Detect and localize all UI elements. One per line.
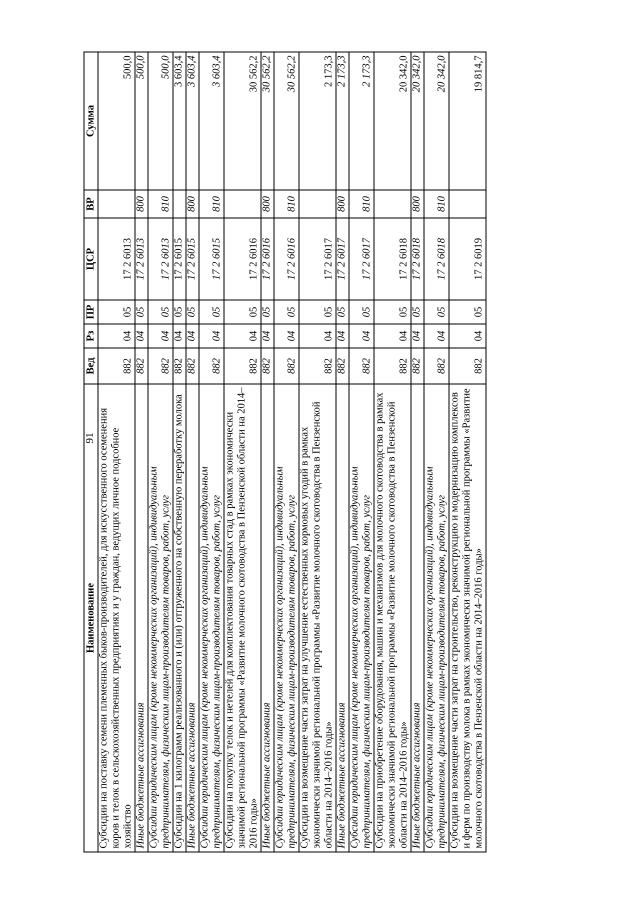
cell-ved: 882 (336, 348, 349, 384)
cell-pr: 05 (411, 300, 424, 324)
cell-sum: 3 603,4 (199, 52, 224, 190)
cell-rz: 04 (224, 324, 261, 348)
cell-ved: 882 (186, 348, 199, 384)
cell-ved: 882 (98, 348, 135, 384)
cell-pr: 05 (148, 300, 173, 324)
table-row (148, 52, 173, 852)
cell-sum: 500,0 (98, 52, 135, 190)
table-row (135, 52, 148, 852)
cell-name: Субсидии юридическим лицам (кроме некоммерческих организаций), индивидуальным предпринимателям, физическим лицам-производителям товаров, работ, услуг (199, 384, 224, 852)
cell-csr: 17 2 6016 (224, 218, 261, 300)
rotated-page-content (84, 52, 557, 852)
cell-csr: 17 2 6018 (411, 218, 424, 300)
cell-sum: 30 562,2 (274, 52, 299, 190)
cell-ved: 882 (411, 348, 424, 384)
cell-csr: 17 2 6018 (424, 218, 449, 300)
cell-pr: 05 (173, 300, 186, 324)
cell-name: Иные бюджетные ассигнования (186, 384, 199, 852)
cell-rz: 04 (299, 324, 336, 348)
table-row (424, 52, 449, 852)
cell-csr: 17 2 6017 (349, 218, 374, 300)
cell-csr: 17 2 6017 (299, 218, 336, 300)
cell-pr: 05 (336, 300, 349, 324)
cell-vr: 800 (135, 190, 148, 218)
cell-vr: 810 (274, 190, 299, 218)
table-row (299, 52, 336, 852)
cell-rz: 04 (424, 324, 449, 348)
cell-sum: 500,0 (148, 52, 173, 190)
cell-sum: 3 603,4 (186, 52, 199, 190)
cell-vr: 810 (424, 190, 449, 218)
cell-rz: 04 (374, 324, 411, 348)
cell-csr: 17 2 6016 (261, 218, 274, 300)
table-row (173, 52, 186, 852)
cell-pr: 05 (424, 300, 449, 324)
cell-vr: 800 (411, 190, 424, 218)
cell-rz: 04 (148, 324, 173, 348)
cell-ved: 882 (274, 348, 299, 384)
cell-rz: 04 (449, 324, 486, 348)
cell-sum: 2 173,3 (349, 52, 374, 190)
table-row (199, 52, 224, 852)
cell-pr: 05 (186, 300, 199, 324)
cell-csr: 17 2 6017 (336, 218, 349, 300)
cell-vr: 800 (261, 190, 274, 218)
cell-vr: 800 (186, 190, 199, 218)
cell-ved: 882 (173, 348, 186, 384)
cell-name: Иные бюджетные ассигнования (336, 384, 349, 852)
cell-ved: 882 (148, 348, 173, 384)
table-row (449, 52, 486, 852)
cell-ved: 882 (374, 348, 411, 384)
cell-vr (374, 190, 411, 218)
cell-ved: 882 (349, 348, 374, 384)
cell-vr: 810 (199, 190, 224, 218)
cell-ved: 882 (449, 348, 486, 384)
cell-ved: 882 (424, 348, 449, 384)
cell-sum: 30 562,2 (224, 52, 261, 190)
table-row (274, 52, 299, 852)
cell-sum: 2 173,3 (336, 52, 349, 190)
cell-ved: 882 (135, 348, 148, 384)
cell-rz: 04 (173, 324, 186, 348)
table-row (98, 52, 135, 852)
cell-pr: 05 (224, 300, 261, 324)
header-pr: ПР (84, 300, 98, 324)
table-row (261, 52, 274, 852)
cell-pr: 05 (274, 300, 299, 324)
cell-name: Субсидии на поставку семени племенных быков-производителей, для искусственного осеменения коров и телок в сельскохозяйственных предприятиях и у граждан, ведущих личное подсобное хозяйство (98, 384, 135, 852)
cell-vr: 810 (148, 190, 173, 218)
cell-pr: 05 (374, 300, 411, 324)
cell-name: Субсидии юридическим лицам (кроме некоммерческих организаций), индивидуальным предпринимателям, физическим лицам-производителям товаров, работ, услуг (148, 384, 173, 852)
cell-rz: 04 (274, 324, 299, 348)
cell-csr: 17 2 6019 (449, 218, 486, 300)
cell-name: Иные бюджетные ассигнования (261, 384, 274, 852)
header-sum: Сумма (84, 52, 98, 190)
table-row (224, 52, 261, 852)
cell-sum: 30 562,2 (261, 52, 274, 190)
cell-rz: 04 (349, 324, 374, 348)
table-row (349, 52, 374, 852)
header-ved: Вед (84, 348, 98, 384)
cell-csr: 17 2 6015 (186, 218, 199, 300)
cell-pr: 05 (299, 300, 336, 324)
cell-vr (449, 190, 486, 218)
table-header-row (84, 52, 98, 852)
cell-csr: 17 2 6015 (199, 218, 224, 300)
cell-name: Субсидии юридическим лицам (кроме некоммерческих организаций), индивидуальным предпринимателям, физическим лицам-производителям товаров, работ, услуг (424, 384, 449, 852)
header-vr: ВР (84, 190, 98, 218)
table-row (374, 52, 411, 852)
cell-vr: 800 (336, 190, 349, 218)
cell-csr: 17 2 6016 (274, 218, 299, 300)
cell-sum: 20 342,0 (411, 52, 424, 190)
cell-csr: 17 2 6013 (148, 218, 173, 300)
cell-pr: 05 (261, 300, 274, 324)
cell-csr: 17 2 6015 (173, 218, 186, 300)
cell-name: Субсидии на 1 килограмм реализованного и (или) отгруженного на собственную переработку молока (173, 384, 186, 852)
cell-sum: 2 173,3 (299, 52, 336, 190)
cell-pr: 05 (98, 300, 135, 324)
header-csr: ЦСР (84, 218, 98, 300)
header-rz: Рз (84, 324, 98, 348)
cell-sum: 19 814,7 (449, 52, 486, 190)
cell-csr: 17 2 6013 (98, 218, 135, 300)
cell-rz: 04 (98, 324, 135, 348)
cell-vr (224, 190, 261, 218)
page-number: 91 (84, 432, 96, 444)
cell-sum: 20 342,0 (374, 52, 411, 190)
cell-name: Иные бюджетные ассигнования (411, 384, 424, 852)
cell-pr: 05 (349, 300, 374, 324)
cell-ved: 882 (199, 348, 224, 384)
cell-rz: 04 (135, 324, 148, 348)
cell-ved: 882 (224, 348, 261, 384)
cell-vr (299, 190, 336, 218)
budget-table (84, 51, 487, 852)
cell-sum: 500,0 (135, 52, 148, 190)
cell-vr (98, 190, 135, 218)
table-row (336, 52, 349, 852)
cell-name: Субсидии на возмещение части затрат на улучшение естественных кормовых угодий в рамках экономически значимой региональной программы «Развитие молочного скотоводства в Пензенской области на 2014–2016 годы» (299, 384, 336, 852)
cell-name: Субсидии юридическим лицам (кроме некоммерческих организаций), индивидуальным предпринимателям, физическим лицам-производителям товаров, работ, услуг (349, 384, 374, 852)
cell-name: Субсидии на приобретение оборудования, машин и механизмов для молочного скотоводства в рамках экономически значимой региональной программы «Развитие молочного скотоводства в Пензенской области на 2014–2016 годы» (374, 384, 411, 852)
cell-vr: 810 (349, 190, 374, 218)
cell-csr: 17 2 6018 (374, 218, 411, 300)
cell-rz: 04 (336, 324, 349, 348)
cell-pr: 05 (449, 300, 486, 324)
cell-pr: 05 (199, 300, 224, 324)
cell-pr: 05 (135, 300, 148, 324)
cell-name: Субсидии на покупку телок и нетелей для комплектования товарных стад в рамках экономически значимой региональной программы «Развитие молочного скотоводства в Пензенской области на 2014–2016 годы» (224, 384, 261, 852)
table-row (186, 52, 199, 852)
header-name: Наименование (84, 384, 98, 852)
cell-rz: 04 (186, 324, 199, 348)
cell-vr (173, 190, 186, 218)
cell-sum: 20 342,0 (424, 52, 449, 190)
cell-rz: 04 (411, 324, 424, 348)
cell-ved: 882 (299, 348, 336, 384)
cell-rz: 04 (261, 324, 274, 348)
cell-name: Субсидии на возмещение части затрат на строительство, реконструкцию и модернизацию комплексов и ферм по производству молока в рамках экономически значимой региональной программы «Развитие молочного скотоводства в Пензенской области на 2014–2016 годы» (449, 384, 486, 852)
cell-csr: 17 2 6013 (135, 218, 148, 300)
cell-ved: 882 (261, 348, 274, 384)
table-row (411, 52, 424, 852)
cell-name: Субсидии юридическим лицам (кроме некоммерческих организаций), индивидуальным предпринимателям, физическим лицам-производителям товаров, работ, услуг (274, 384, 299, 852)
cell-sum: 3 603,4 (173, 52, 186, 190)
cell-name: Иные бюджетные ассигнования (135, 384, 148, 852)
cell-rz: 04 (199, 324, 224, 348)
